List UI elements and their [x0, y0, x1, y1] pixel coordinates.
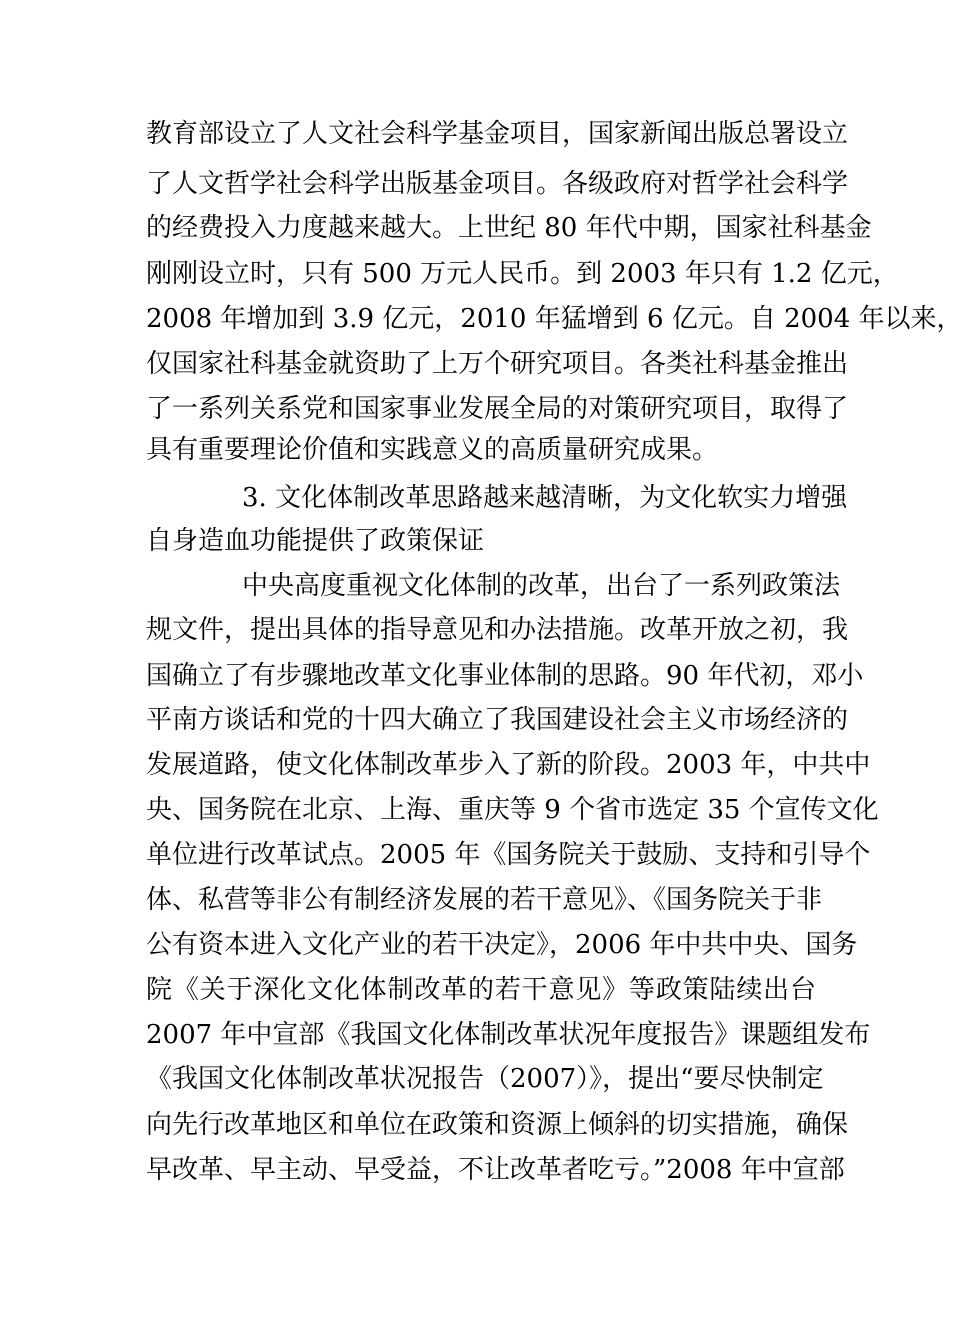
text-line: 国确立了有步骤地改革文化事业体制的思路。90 年代初，邓小 — [146, 661, 864, 691]
text-line: 的经费投入力度越来越大。上世纪 80 年代中期，国家社科基金 — [146, 213, 872, 243]
text-line: 2007 年中宣部《我国文化体制改革状况年度报告》课题组发布 — [146, 1020, 871, 1050]
text-line: 教育部设立了人文社会科学基金项目，国家新闻出版总署设立 — [146, 119, 849, 149]
text-line: 平南方谈话和党的十四大确立了我国建设社会主义市场经济的 — [146, 705, 849, 735]
text-line: 刚刚设立时，只有 500 万元人民币。到 2003 年只有 1.2 亿元， — [146, 259, 899, 289]
paragraph-first-line: 中央高度重视文化体制的改革，出台了一系列政策法 — [242, 571, 841, 601]
text-line: 2008 年增加到 3.9 亿元，2010 年猛增到 6 亿元。自 2004 年以来， — [146, 304, 963, 334]
text-line: 仅国家社科基金就资助了上万个研究项目。各类社科基金推出 — [146, 349, 849, 379]
section-heading: 3. 文化体制改革思路越来越清晰，为文化软实力增强 — [242, 483, 848, 513]
text-line: 向先行改革地区和单位在政策和资源上倾斜的切实措施，确保 — [146, 1110, 849, 1140]
text-line: 了人文哲学社会科学出版基金项目。各级政府对哲学社会科学 — [146, 169, 849, 199]
text-line: 《我国文化体制改革状况报告（2007）》，提出“要尽快制定 — [146, 1064, 824, 1094]
text-line: 公有资本进入文化产业的若干决定》，2006 年中共中央、国务 — [146, 930, 858, 960]
text-line: 规文件，提出具体的指导意见和办法措施。改革开放之初，我 — [146, 615, 849, 645]
text-line: 了一系列关系党和国家事业发展全局的对策研究项目，取得了 — [146, 394, 849, 424]
text-line: 具有重要理论价值和实践意义的高质量研究成果。 — [146, 435, 719, 465]
text-line: 发展道路，使文化体制改革步入了新的阶段。2003 年，中共中 — [146, 750, 871, 780]
text-line: 早改革、早主动、早受益，不让改革者吃亏。”2008 年中宣部 — [146, 1155, 845, 1185]
text-line: 院《关于深化文化体制改革的若干意见》等政策陆续出台 — [146, 975, 816, 1005]
section-heading-continuation: 自身造血功能提供了政策保证 — [146, 526, 485, 556]
text-line: 体、私营等非公有制经济发展的若干意见》、《国务院关于非 — [146, 885, 823, 915]
text-line: 央、国务院在北京、上海、重庆等 9 个省市选定 35 个宣传文化 — [146, 795, 879, 825]
text-line: 单位进行改革试点。2005 年《国务院关于鼓励、支持和引导个 — [146, 840, 871, 870]
